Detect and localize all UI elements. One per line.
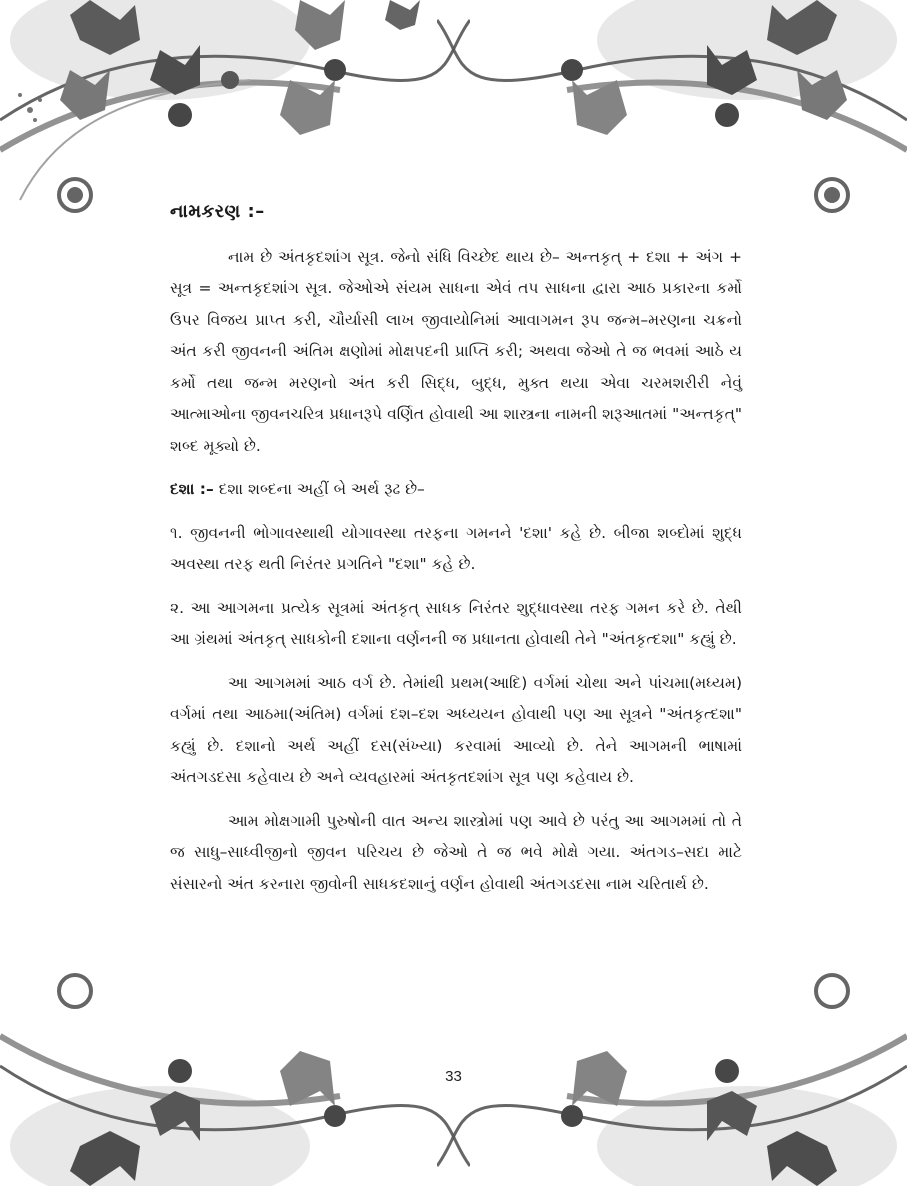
paragraph-point-1: ૧. જીવનની ભોગાવસ્થાથી યોગાવસ્થા તરફના ગમનને 'દશા' કહે છે. બીજા શબ્દોમાં શુદ્ધ અવસ્થા તરફ થતી નિરંતર પ્રગતિને "દશા" કહે છે. [170, 523, 742, 573]
paragraph-intro: નામ છે અંતકૃદશાંગ સૂત્ર. જેનો સંધિ વિચ્છેદ થાય છે– અન્તકૃત્ + દશા + અંગ + સૂત્ર = અન્તકૃદશાંગ સૂત્ર. જેઓએ સંયમ સાધના એવં તપ સાધના દ્વારા આઠ પ્રકારના કર્મો ઉપર વિજય પ્રાપ્ત કરી, ચૌર્યાસી લાખ જીવાયોનિમાં આવાગમન રૂપ જન્મ–મરણના ચક્રનો અંત કરી જીવનની અંતિમ ક્ષણોમાં મોક્ષપદની પ્રાપ્તિ કરી; અથવા જેઓ તે જ ભવમાં આઠે ય કર્મો તથા જન્મ મરણનો અંત કરી સિદ્ધ, બુદ્ધ, મુક્ત થયા એવા ચરમશરીરી નેવું આત્માઓના જીવનચરિત્ર પ્રધાનરૂપે વર્ણિત હોવાથી આ શાસ્ત્રના નામની શરૂઆતમાં "અન્તકૃત્" શબ્દ મૂક્યો છે. [170, 247, 742, 455]
dasha-intro-text: દશા શબ્દના અહીં બે અર્થ રૂઢ છે– [213, 480, 425, 498]
page-number: 33 [445, 1068, 462, 1085]
paragraph-varga: આ આગમમાં આઠ વર્ગ છે. તેમાંથી પ્રથમ(આદિ) વર્ગમાં ચોથા અને પાંચમા(મધ્યમ) વર્ગમાં તથા આઠમા(અંતિમ) વર્ગમાં દશ–દશ અધ્યયન હોવાથી પણ આ સૂત્રને "અંતકૃત્દશા" કહ્યું છે. દશાનો અર્થ અહીં દસ(સંખ્યા) કરવામાં આવ્યો છે. તેને આગમની ભાષામાં અંતગડદસા કહેવાય છે અને વ્યવહારમાં અંતકૃતદશાંગ સૂત્ર પણ કહેવાય છે. [170, 673, 742, 786]
paragraph-dasha-heading [170, 474, 742, 506]
paragraph-closing: આમ મોક્ષગામી પુરુષોની વાત અન્ય શાસ્ત્રોમાં પણ આવે છે પરંતુ આ આગમમાં તો તે જ સાધુ–સાધ્વીજીનો જીવન પરિચય છે જેઓ તે જ ભવે મોક્ષે ગયા. અંતગડ–સદા માટે સંસારનો અંત કરનારા જીવોની સાધકદશાનું વર્ણન હોવાથી અંતગડદસા નામ ચરિતાર્થ છે. [170, 811, 742, 893]
corner-ornament-bottom-right [437, 936, 907, 1186]
section-heading-naming: નામકરણ :– [170, 201, 265, 222]
paragraph-point-2: ૨. આ આગમના પ્રત્યેક સૂત્રમાં અંતકૃત્ સાધક નિરંતર શુદ્ધાવસ્થા તરફ ગમન કરે છે. તેથી આ ગ્રંથમાં અંતકૃત્ સાધકોની દશાના વર્ણનની જ પ્રધાનતા હોવાથી તેને "અંતકૃત્દશા" કહ્યું છે. [170, 598, 742, 648]
leaf-swirl-ornament-icon [0, 936, 470, 1186]
corner-ornament-bottom-left [0, 936, 470, 1186]
inline-heading-dasha: દશા :– [170, 480, 214, 498]
page-content [170, 196, 742, 912]
leaf-swirl-ornament-icon [437, 936, 907, 1186]
